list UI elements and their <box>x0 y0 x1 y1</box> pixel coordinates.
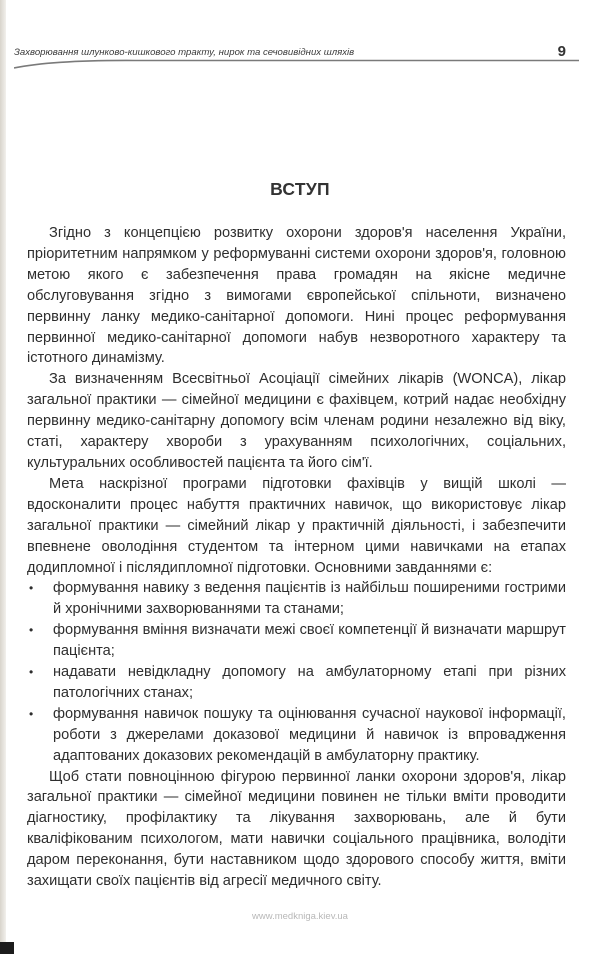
bullet-icon: • <box>29 706 34 721</box>
list-item <box>27 704 566 767</box>
list-item <box>27 620 566 662</box>
paragraph: Згідно з концепцією розвитку охорони здоров'я населення України, пріоритетним напрямком у реформуванні системи охорони здоров'я, головною метою якого є забезпечення права громадян на якісне медичне обслуговування згідно з вимогами європейської спільноти, визначено первинну ланку медико-санітарної допомоги. Нині процес реформування первинної медико-санітарної допомоги набув незворотного характеру та істотного динамізму. <box>27 225 566 367</box>
list-item-text: формування навичок пошуку та оцінювання сучасної наукової інформації, роботи з джерелами доказової медицини й навичок із впровадження адаптованих доказових рекомендацій в амбулаторну практику. <box>53 705 566 764</box>
page-number: 9 <box>557 43 566 60</box>
bullet-icon: • <box>29 623 34 638</box>
footer-url: www.medkniga.kiev.ua <box>252 911 348 922</box>
running-header <box>14 44 579 68</box>
bullet-icon: • <box>29 581 34 596</box>
running-title: Захворювання шлунково-кишкового тракту, нирок та сечовивідних шляхів <box>14 47 355 58</box>
bullet-icon: • <box>29 665 34 680</box>
paragraph: Мета наскрізної програми підготовки фахівців у вищій школі — вдосконалити процес набуття практичних навичок, що використовує лікар загальної практики — сімейний лікар у практичній діяльності, і забезпечити впевнене оволодіння студентом та інтерном цими навичками на етапах додипломної і післядипломної підготовки. Основними завданнями є: <box>27 475 566 576</box>
chapter-title: ВСТУП <box>270 179 330 199</box>
paragraph: За визначенням Всесвітньої Асоціації сімейних лікарів (WONCA), лікар загальної практики — сімейної медицини є фахівцем, котрий надає необхідну первинну медико-санітарну допомогу всім членам родини незалежно від віку, статі, характеру хвороби з урахуванням психологічних, соціальних, культуральних особливостей пацієнта та його сім'ї. <box>27 371 566 471</box>
list-item <box>27 662 566 704</box>
list-item-text: надавати невідкладну допомогу на амбулаторному етапі при різних патологічних станах; <box>53 664 566 701</box>
tasks-list <box>27 578 566 766</box>
paragraph: Щоб стати повноцінною фігурою первинної ланки охорони здоров'я, лікар загальної практики — сімейної медицини повинен не тільки вміти проводити діагностику, профілактику та лікування захворювань, але й бути кваліфікованим психологом, мати навички соціального працівника, володіти даром переконання, бути наставником щодо здорового способу життя, вміти захищати своїх пацієнтів від агресії медичного світу. <box>27 768 566 890</box>
header-swoosh-rule <box>14 59 579 69</box>
list-item-text: формування навику з ведення пацієнтів із найбільш поширеними гострими й хронічними захворюваннями та станами; <box>53 580 566 618</box>
list-item-text: формування вміння визначати межі своєї компетенції й визначати маршрут пацієнта; <box>53 622 566 660</box>
page-corner-shadow <box>0 942 14 954</box>
list-item <box>27 578 566 620</box>
body-text <box>27 223 566 892</box>
